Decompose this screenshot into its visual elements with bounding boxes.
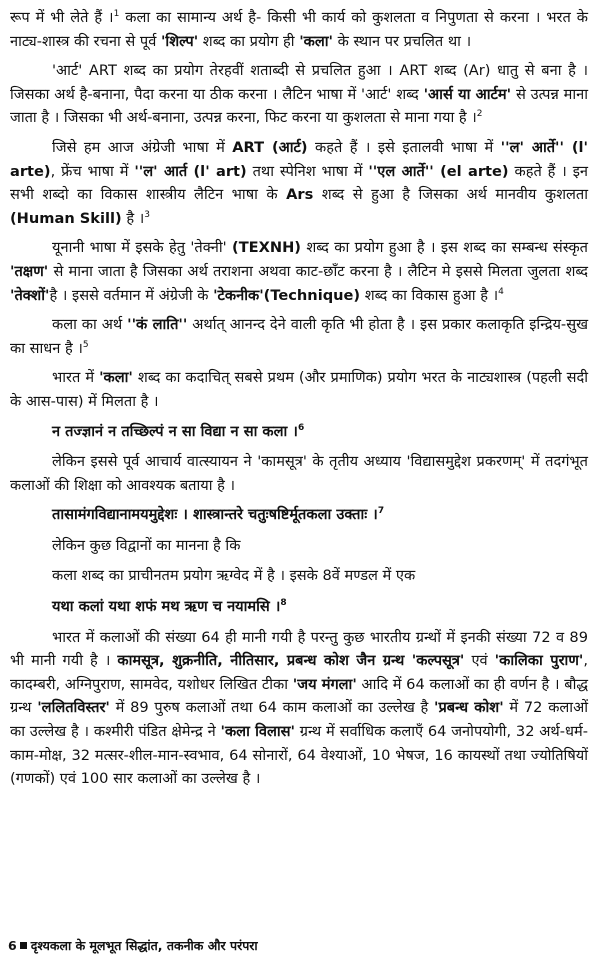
text-run: कला का अर्थ: [52, 316, 128, 334]
bold-term: ''कं लाति'': [127, 316, 188, 334]
page-footer: [8, 937, 258, 954]
paragraph-4: [10, 236, 588, 307]
bold-term: 'कला विलास': [220, 723, 295, 741]
text-run: रूप में भी लेते हैं ।: [10, 9, 114, 26]
bold-term: 'जय मंगला': [292, 675, 357, 693]
bold-term: ''ल' आर्ते'' (l' arte): [10, 138, 589, 180]
page-number: 6: [8, 938, 17, 953]
bold-term: (TEXNH): [232, 239, 301, 257]
footnote-marker: 3: [144, 209, 150, 220]
text-run: 'आर्ट' ART शब्द का प्रयोग तेरहवीं शताब्दी से प्रचलित हुआ । ART शब्द (Ar) धातु से बना है । जिसका अर्थ है-बनाना, पैदा करना या ठीक करना । लैटिन भाषा में 'आर्ट' शब्द: [10, 62, 588, 103]
text-run: कला का सामान्य अर्थ है- किसी भी कार्य को कुशलता व निपुणता से करना । भरत के नाट्य-शास्त्र की रचना से पूर्व: [10, 9, 588, 50]
text-run: ग्रन्थ में सर्वाधिक कलाएँ 64 जनोपयोगी, 32 अर्थ-धर्म-काम-मोक्ष, 32 मत्सर-शील-मान-स्वभाव, 64 सोनारों, 64 वेश्याओं, 10 भेषज, 16 कायस्थों तथा ज्योतिषियों (गणकों) एवं 100 सार कलाओं का उल्लेख है ।: [10, 723, 588, 788]
text-run: आदि में 64 कलाओं का ही वर्णन है । बौद्ध ग्रन्थ: [10, 675, 589, 717]
text-run: शब्द का विकास हुआ है ।: [360, 286, 499, 304]
paragraph-5: [10, 313, 588, 360]
paragraph-1: [10, 6, 588, 53]
footnote-marker: 5: [82, 339, 89, 350]
verse-rigveda: [52, 595, 588, 619]
text-run: शब्द का प्रयोग ही: [198, 32, 300, 50]
bold-term: 'तक्षण': [10, 262, 49, 280]
text-run: है । इससे वर्तमान में अंग्रेजी के: [49, 286, 214, 304]
body-text: [10, 6, 588, 791]
bold-term: 'प्रबन्ध कोश': [433, 699, 504, 717]
footnote-marker: 1: [113, 9, 120, 20]
text-run: अर्थात् आनन्द देने वाली कृति भी होता है । इस प्रकार कलाकृति इन्द्रिय-सुख का साधन है ।: [10, 316, 589, 357]
paragraph-7: [10, 450, 588, 497]
bold-term: ART (आर्ट): [232, 138, 308, 156]
verse-kamasutra: [52, 503, 588, 527]
text-run: जिसे हम आज अंग्रेजी भाषा में: [52, 138, 233, 156]
bold-term: ''एल आर्ते'' (el arte): [368, 162, 509, 180]
line-scholars: [52, 534, 588, 558]
text-run: भारत में: [52, 369, 100, 387]
bold-term: 'कला': [99, 369, 133, 387]
bold-term: Ars: [286, 186, 314, 204]
bold-term: 'ललितविस्तर': [37, 699, 110, 717]
bold-term: 'कला': [299, 32, 334, 50]
footnote-marker: 4: [498, 286, 504, 297]
text-run: लेकिन इससे पूर्व आचार्य वात्स्यायन ने 'कामसूत्र' के तृतीय अध्याय 'विद्यासमुद्देश प्रकरणम्' में तदगंभूत कलाओं की शिक्षा को आवश्यक बताया है ।: [10, 453, 588, 494]
text-run: तथा स्पेनिश भाषा में: [246, 162, 369, 180]
paragraph-8: [10, 626, 588, 791]
text-run: शब्द का कदाचित् सबसे प्रथम (और प्रमाणिक) प्रयोग भरत के नाट्यशास्त्र (पहली सदी के आस-पास) में मिलता है ।: [10, 369, 588, 410]
bold-term: 'टेकनीक'(Technique): [213, 286, 361, 304]
square-bullet-icon: [20, 942, 27, 949]
text-run: कहते हैं । इन सभी शब्दो का विकास शास्त्रीय लैटिन भाषा के: [10, 162, 588, 204]
bold-term: ''ल' आर्त (l' art): [134, 162, 247, 180]
text-run: यथा कलां यथा शफं मथ ऋण च नयामसि ।: [52, 598, 281, 616]
text-run: के स्थान पर प्रचलित था ।: [333, 32, 472, 50]
text-run: एवं: [464, 652, 495, 670]
footnote-marker: 2: [476, 109, 483, 120]
bold-term: 'आर्स या आर्टम': [423, 85, 512, 103]
footnote-marker: 6: [297, 422, 305, 433]
verse-natyashastra: [52, 420, 588, 444]
text-run: से उत्पन्न माना जाता है । जिसका भी अर्थ-बनाना, उत्पन्न करना, फिट करना या कुशलता से माना गया है ।: [10, 85, 588, 127]
text-run: , कादम्बरी, अग्निपुराण, सामवेद, यशोधर लिखित टीका: [10, 652, 588, 693]
bold-term: (Human Skill): [10, 209, 122, 227]
text-run: से माना जाता है जिसका अर्थ तराशना अथवा काट-छाँट करना है । लैटिन मे इससे मिलता जुलता शब्द: [48, 262, 588, 280]
paragraph-6: [10, 366, 588, 413]
bold-term: कामसूत्र, शुक्रनीति, नीतिसार, प्रबन्ध कोश जैन ग्रन्थ 'कल्पसूत्र': [117, 652, 465, 670]
line-rigveda: [52, 564, 588, 588]
text-run: शब्द से हुआ है जिसका अर्थ मानवीय कुशलता: [313, 186, 588, 204]
footnote-marker: 8: [280, 598, 287, 609]
text-run: शब्द का प्रयोग हुआ है । इस शब्द का सम्बन्ध संस्कृत: [300, 239, 588, 257]
text-run: , फ्रेंच भाषा में: [50, 162, 135, 180]
text-run: कला शब्द का प्राचीनतम प्रयोग ऋग्वेद में है । इसके 8वें मण्डल में एक: [52, 567, 416, 585]
book-title: दृश्यकला के मूलभूत सिद्धांत, तकनीक और परंपरा: [30, 938, 258, 953]
text-run: कहते हैं । इसे इतालवी भाषा में: [307, 138, 501, 156]
text-run: लेकिन कुछ विद्वानों का मानना है कि: [52, 536, 241, 554]
text-run: तासामंगविद्यानामयमुद्देशः । शास्त्रान्तरे चतुःषष्टिर्मूतकला उक्ताः ।: [52, 506, 378, 524]
paragraph-3: [10, 136, 588, 230]
text-run: है ।: [121, 209, 145, 227]
bold-term: 'शिल्प': [160, 32, 199, 50]
bold-term: 'कालिका पुराण': [494, 652, 584, 670]
text-run: यूनानी भाषा में इसके हेतु 'तेक्नी': [52, 239, 233, 257]
footnote-marker: 7: [377, 506, 385, 517]
text-run: भारत में कलाओं की संख्या 64 ही मानी गयी है परन्तु कुछ भारतीय ग्रन्थों में इनकी संख्या 72 व 89 भी मानी गयी है ।: [10, 628, 588, 670]
text-run: में 72 कलाओं का उल्लेख है । कश्मीरी पंडित क्षेमेन्द्र ने: [10, 699, 588, 741]
paragraph-2: [10, 59, 588, 130]
bold-term: 'तेक्शों': [10, 286, 50, 304]
text-run: में 89 पुरुष कलाओं तथा 64 काम कलाओं का उल्लेख है: [109, 699, 434, 717]
text-run: न तज्ज्ञानं न तच्छिल्पं न सा विद्या न सा कला ।: [52, 422, 298, 440]
